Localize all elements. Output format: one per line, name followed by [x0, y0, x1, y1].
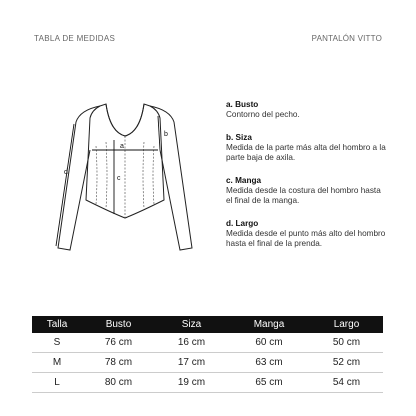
definition-title: d. Largo [226, 219, 259, 228]
label-b: b [164, 131, 168, 138]
column-header: Talla [32, 316, 82, 333]
measurement-definitions [226, 100, 386, 262]
definition-title: b. Siza [226, 133, 252, 142]
label-a: a [120, 143, 124, 150]
column-header: Siza [155, 316, 228, 333]
table-cell: 60 cm [228, 333, 310, 353]
label-d: d [64, 169, 68, 176]
table-header-row [32, 316, 383, 333]
garment-sketch [40, 96, 210, 272]
product-name: PANTALÓN VITTO [311, 34, 382, 43]
table-cell: 52 cm [310, 353, 383, 373]
label-c: c [117, 175, 121, 182]
column-header: Manga [228, 316, 310, 333]
definition-text: Medida de la parte más alta del hombro a la parte baja de axila. [226, 143, 386, 162]
table-cell: 50 cm [310, 333, 383, 353]
table-cell: L [32, 373, 82, 393]
table-row [32, 373, 383, 393]
definition-title: a. Busto [226, 100, 259, 109]
definition-title: c. Manga [226, 176, 262, 185]
definition-siza [226, 133, 386, 163]
size-table [32, 316, 383, 393]
table-cell: 80 cm [82, 373, 155, 393]
column-header: Largo [310, 316, 383, 333]
table-cell: 78 cm [82, 353, 155, 373]
table-cell: 76 cm [82, 333, 155, 353]
column-header: Busto [82, 316, 155, 333]
definition-busto [226, 100, 386, 120]
definition-text: Medida desde el punto más alto del hombro hasta el final de la prenda. [226, 229, 386, 248]
table-cell: M [32, 353, 82, 373]
table-cell: 19 cm [155, 373, 228, 393]
table-cell: 63 cm [228, 353, 310, 373]
definition-text: Medida desde la costura del hombro hasta el final de la manga. [226, 186, 381, 205]
table-row [32, 333, 383, 353]
table-cell: S [32, 333, 82, 353]
definition-text: Contorno del pecho. [226, 110, 300, 119]
table-row [32, 353, 383, 373]
table-cell: 54 cm [310, 373, 383, 393]
definition-largo [226, 219, 386, 249]
table-cell: 65 cm [228, 373, 310, 393]
chart-title: TABLA DE MEDIDAS [34, 34, 116, 43]
table-cell: 16 cm [155, 333, 228, 353]
definition-manga [226, 176, 386, 206]
table-cell: 17 cm [155, 353, 228, 373]
